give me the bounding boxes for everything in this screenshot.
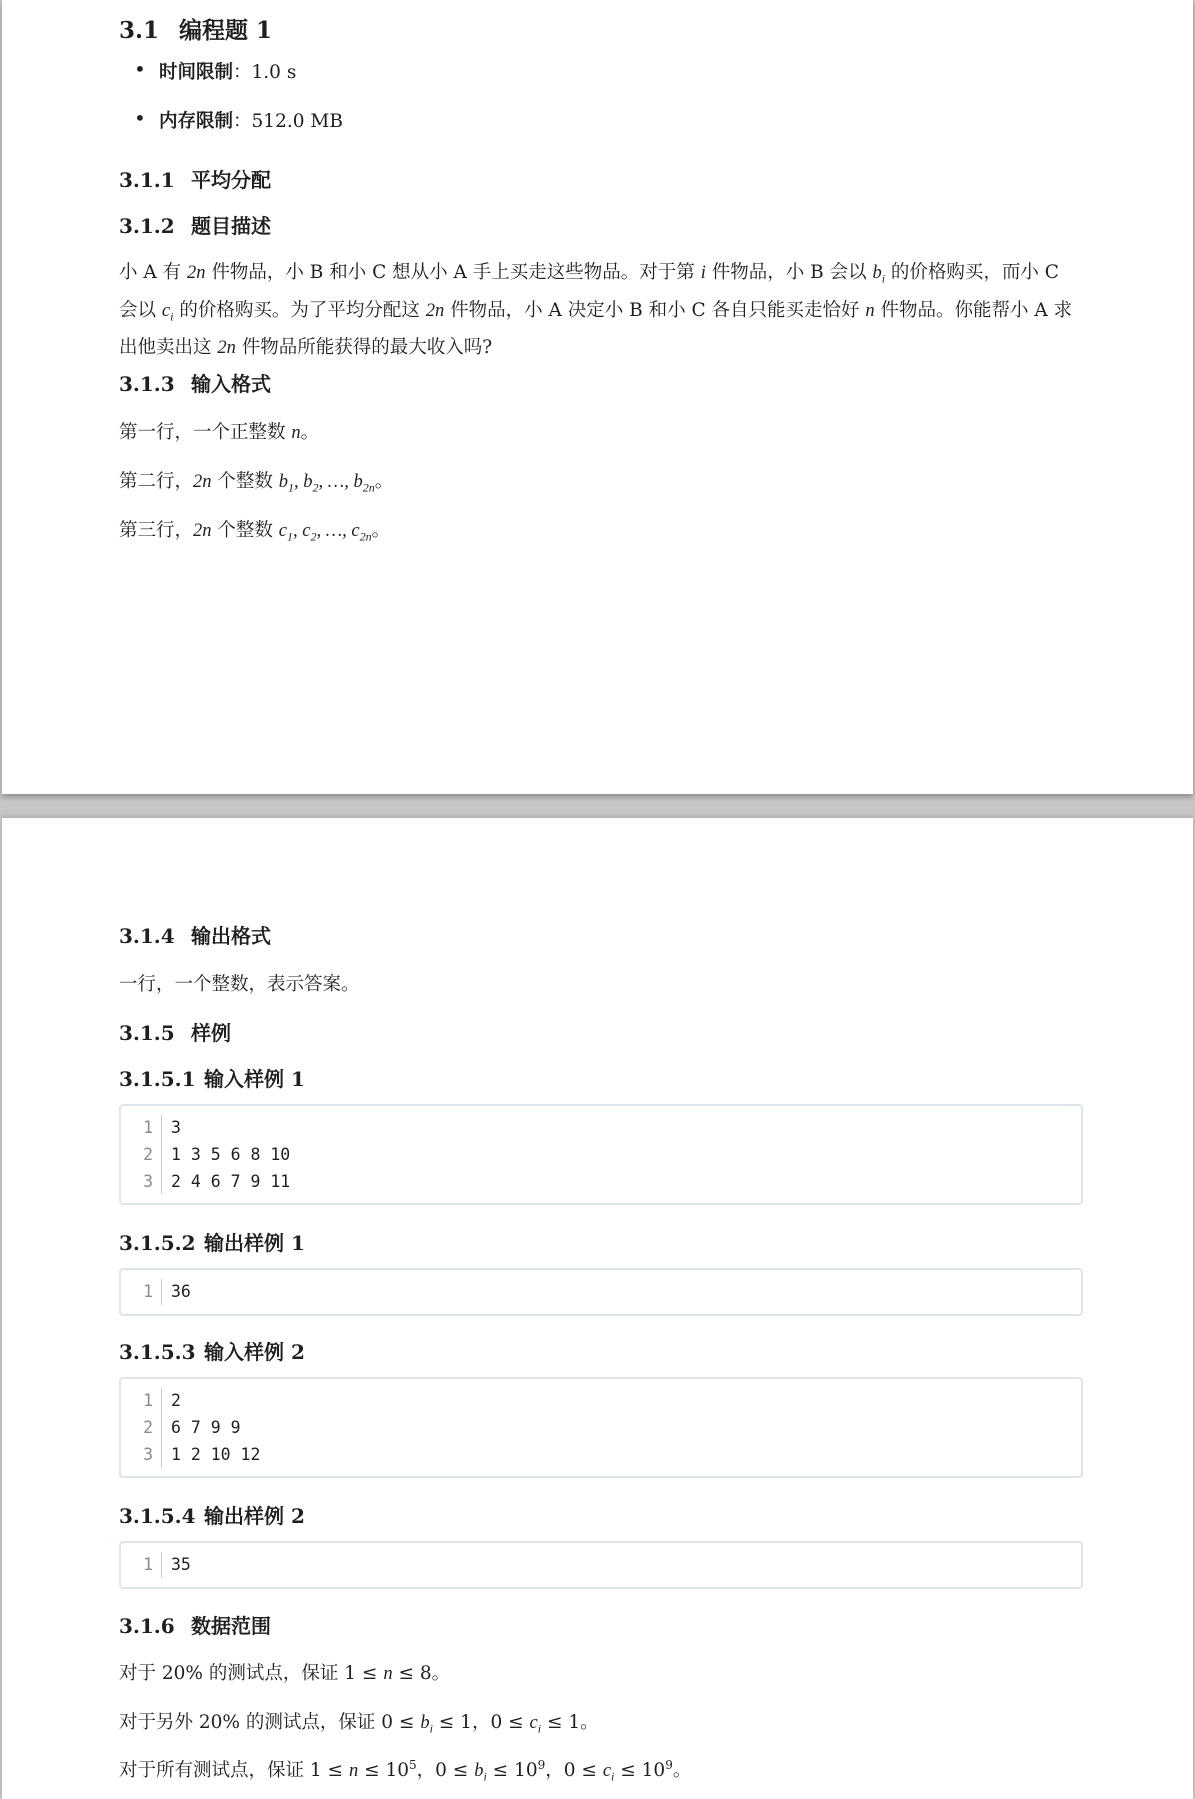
time-limit: • 时间限制：1.0 s [119, 58, 343, 107]
output-format-heading: 3.1.4 输出格式 [119, 924, 271, 948]
sample-input-1-code [119, 1104, 1083, 1205]
code-line: 3 1 2 10 12 [143, 1445, 261, 1464]
memory-limit: • 内存限制：512.0 MB [119, 107, 343, 156]
sample-input-1-heading: 3.1.5.1 输入样例 1 [119, 1067, 305, 1091]
limits-list [119, 58, 343, 156]
problem-name-heading: 3.1.1 平均分配 [119, 168, 271, 192]
output-format-text: 一行，一个整数，表示答案。 [119, 974, 360, 995]
section-heading: 3.1 编程题 1 [119, 17, 273, 44]
sample-input-2-code [119, 1377, 1083, 1478]
description-text: 小 A 有 2n 件物品，小 B 和小 C 想从小 A 手上买走这些物品。对于第 i 件物品，小 B 会以 $b_i$ 的价格购买，而小 C 会以 $c_i$ 的价格购买。为了平均分配这 2n 件物品，小 A 决定小 B 和小 C 各自只能买走恰好 n 件物品。你能帮小 A 求出他卖出这 2n 件物品所能获得的最大收入吗? [119, 262, 1073, 359]
data-range-line-1: 对于 20% 的测试点，保证 1 ≤ n ≤ 8。 [119, 1663, 451, 1684]
sample-output-2-heading: 3.1.5.4 输出样例 2 [119, 1504, 305, 1528]
data-range-line-3: 对于所有测试点，保证 $1 \le n \le 10^5$，$0 \le b_i \le 10^9$，$0 \le c_i \le 10^9$。 [119, 1757, 692, 1784]
samples-heading: 3.1.5 样例 [119, 1021, 231, 1045]
description-heading: 3.1.2 题目描述 [119, 214, 271, 238]
code-line: 1 3 [143, 1118, 181, 1137]
input-line-3: 第三行，2n 个整数 $c_1$, $c_2$, …, $c_{2n}$。 [119, 520, 391, 544]
sample-output-1-heading: 3.1.5.2 输出样例 1 [119, 1231, 305, 1255]
code-line: 2 6 7 9 9 [143, 1418, 241, 1437]
page-2 [2, 818, 1193, 1799]
data-range-heading: 3.1.6 数据范围 [119, 1614, 271, 1638]
sample-input-2-heading: 3.1.5.3 输入样例 2 [119, 1340, 305, 1364]
sample-output-1-code [119, 1268, 1083, 1316]
input-line-1: 第一行，一个正整数 n。 [119, 422, 320, 443]
code-line: 1 35 [143, 1555, 191, 1574]
code-line: 3 2 4 6 7 9 11 [143, 1172, 291, 1191]
code-line: 2 1 3 5 6 8 10 [143, 1145, 291, 1164]
code-line: 1 2 [143, 1391, 181, 1410]
code-line: 1 36 [143, 1282, 191, 1301]
input-format-heading: 3.1.3 输入格式 [119, 372, 271, 396]
input-line-2: 第二行，2n 个整数 $b_1$, $b_2$, …, $b_{2n}$。 [119, 471, 394, 495]
sample-output-2-code [119, 1541, 1083, 1589]
page-1 [2, 0, 1193, 794]
data-range-line-2: 对于另外 20% 的测试点，保证 $0 \le b_i \le 1$，$0 \le c_i \le 1$。 [119, 1712, 599, 1736]
